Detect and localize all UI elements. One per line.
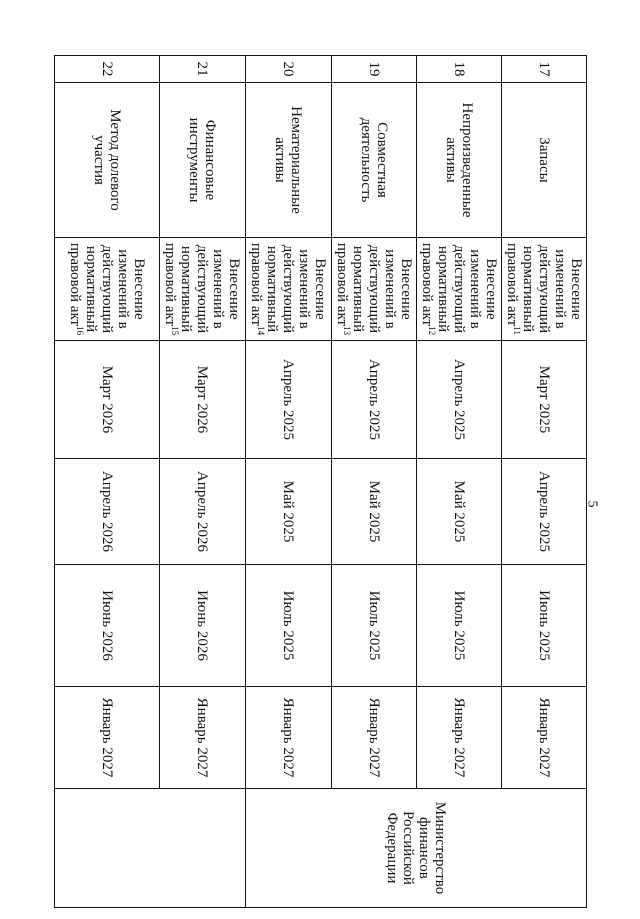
action-text: Внесение изменений в действующий нормативный правовой акт xyxy=(504,243,584,334)
action-text: Внесение изменений в действующий нормативный правовой акт xyxy=(419,242,499,334)
footnote-ref: 15 xyxy=(170,326,181,336)
footnote-ref: 11 xyxy=(512,326,522,335)
action-cell xyxy=(417,238,502,341)
responsible-body: Министерство финансов Российской Федерации xyxy=(246,789,587,908)
table-row xyxy=(417,56,502,908)
date-1: Март 2026 xyxy=(160,341,246,459)
date-4: Январь 2027 xyxy=(160,687,246,789)
standard-name: Финансовые инструменты xyxy=(160,83,246,238)
row-number: 21 xyxy=(160,56,246,83)
date-3: Июнь 2026 xyxy=(55,565,160,687)
date-2: Апрель 2025 xyxy=(502,459,587,565)
date-3: Июнь 2026 xyxy=(160,565,246,687)
date-1: Апрель 2025 xyxy=(332,341,417,459)
action-cell xyxy=(246,238,332,341)
action-cell xyxy=(502,238,587,341)
date-1: Март 2025 xyxy=(502,341,587,459)
date-3: Июль 2025 xyxy=(246,565,332,687)
schedule-table xyxy=(54,55,587,908)
date-4: Январь 2027 xyxy=(55,687,160,789)
table-row xyxy=(160,56,246,908)
row-number: 17 xyxy=(502,56,587,83)
standard-name: Нематериальные активы xyxy=(246,83,332,238)
standard-name: Совместная деятельность xyxy=(332,83,417,238)
date-3: Июль 2025 xyxy=(417,565,502,687)
action-cell xyxy=(55,238,160,341)
date-3: Июнь 2025 xyxy=(502,565,587,687)
action-text: Внесение изменений в действующий нормативный правовой акт xyxy=(67,242,147,334)
footnote-ref: 16 xyxy=(75,326,85,336)
table-row xyxy=(55,56,160,908)
action-cell xyxy=(332,238,417,341)
table-row xyxy=(502,56,587,908)
date-1: Апрель 2025 xyxy=(246,341,332,459)
date-2: Апрель 2026 xyxy=(55,459,160,565)
date-2: Апрель 2026 xyxy=(160,459,246,565)
standard-name: Непроизведенные активы xyxy=(417,83,502,238)
date-1: Апрель 2025 xyxy=(417,341,502,459)
date-4: Январь 2027 xyxy=(417,687,502,789)
date-4: Январь 2027 xyxy=(332,687,417,789)
footnote-ref: 13 xyxy=(342,326,352,336)
page-number: 5 xyxy=(584,500,600,508)
table-row xyxy=(332,56,417,908)
date-1: Март 2026 xyxy=(55,341,160,459)
standard-name: Метод долевого участия xyxy=(55,83,160,238)
action-text: Внесение изменений в действующий нормативный правовой акт xyxy=(248,242,329,334)
date-4: Январь 2027 xyxy=(246,687,332,789)
date-3: Июль 2025 xyxy=(332,565,417,687)
standard-name: Запасы xyxy=(502,83,587,238)
action-text: Внесение изменений в действующий нормативный правовой акт xyxy=(334,242,414,334)
action-cell xyxy=(160,238,246,341)
action-text: Внесение изменений в действующий нормативный правовой акт xyxy=(162,242,243,334)
footnote-ref: 14 xyxy=(256,326,267,336)
empty-cell xyxy=(55,789,246,908)
row-number: 18 xyxy=(417,56,502,83)
rotated-table-container xyxy=(55,55,587,907)
row-number: 22 xyxy=(55,56,160,83)
date-2: Май 2025 xyxy=(332,459,417,565)
row-number: 20 xyxy=(246,56,332,83)
footnote-ref: 12 xyxy=(427,326,437,336)
row-number: 19 xyxy=(332,56,417,83)
date-2: Май 2025 xyxy=(246,459,332,565)
table-row xyxy=(246,56,332,908)
date-2: Май 2025 xyxy=(417,459,502,565)
date-4: Январь 2027 xyxy=(502,687,587,789)
